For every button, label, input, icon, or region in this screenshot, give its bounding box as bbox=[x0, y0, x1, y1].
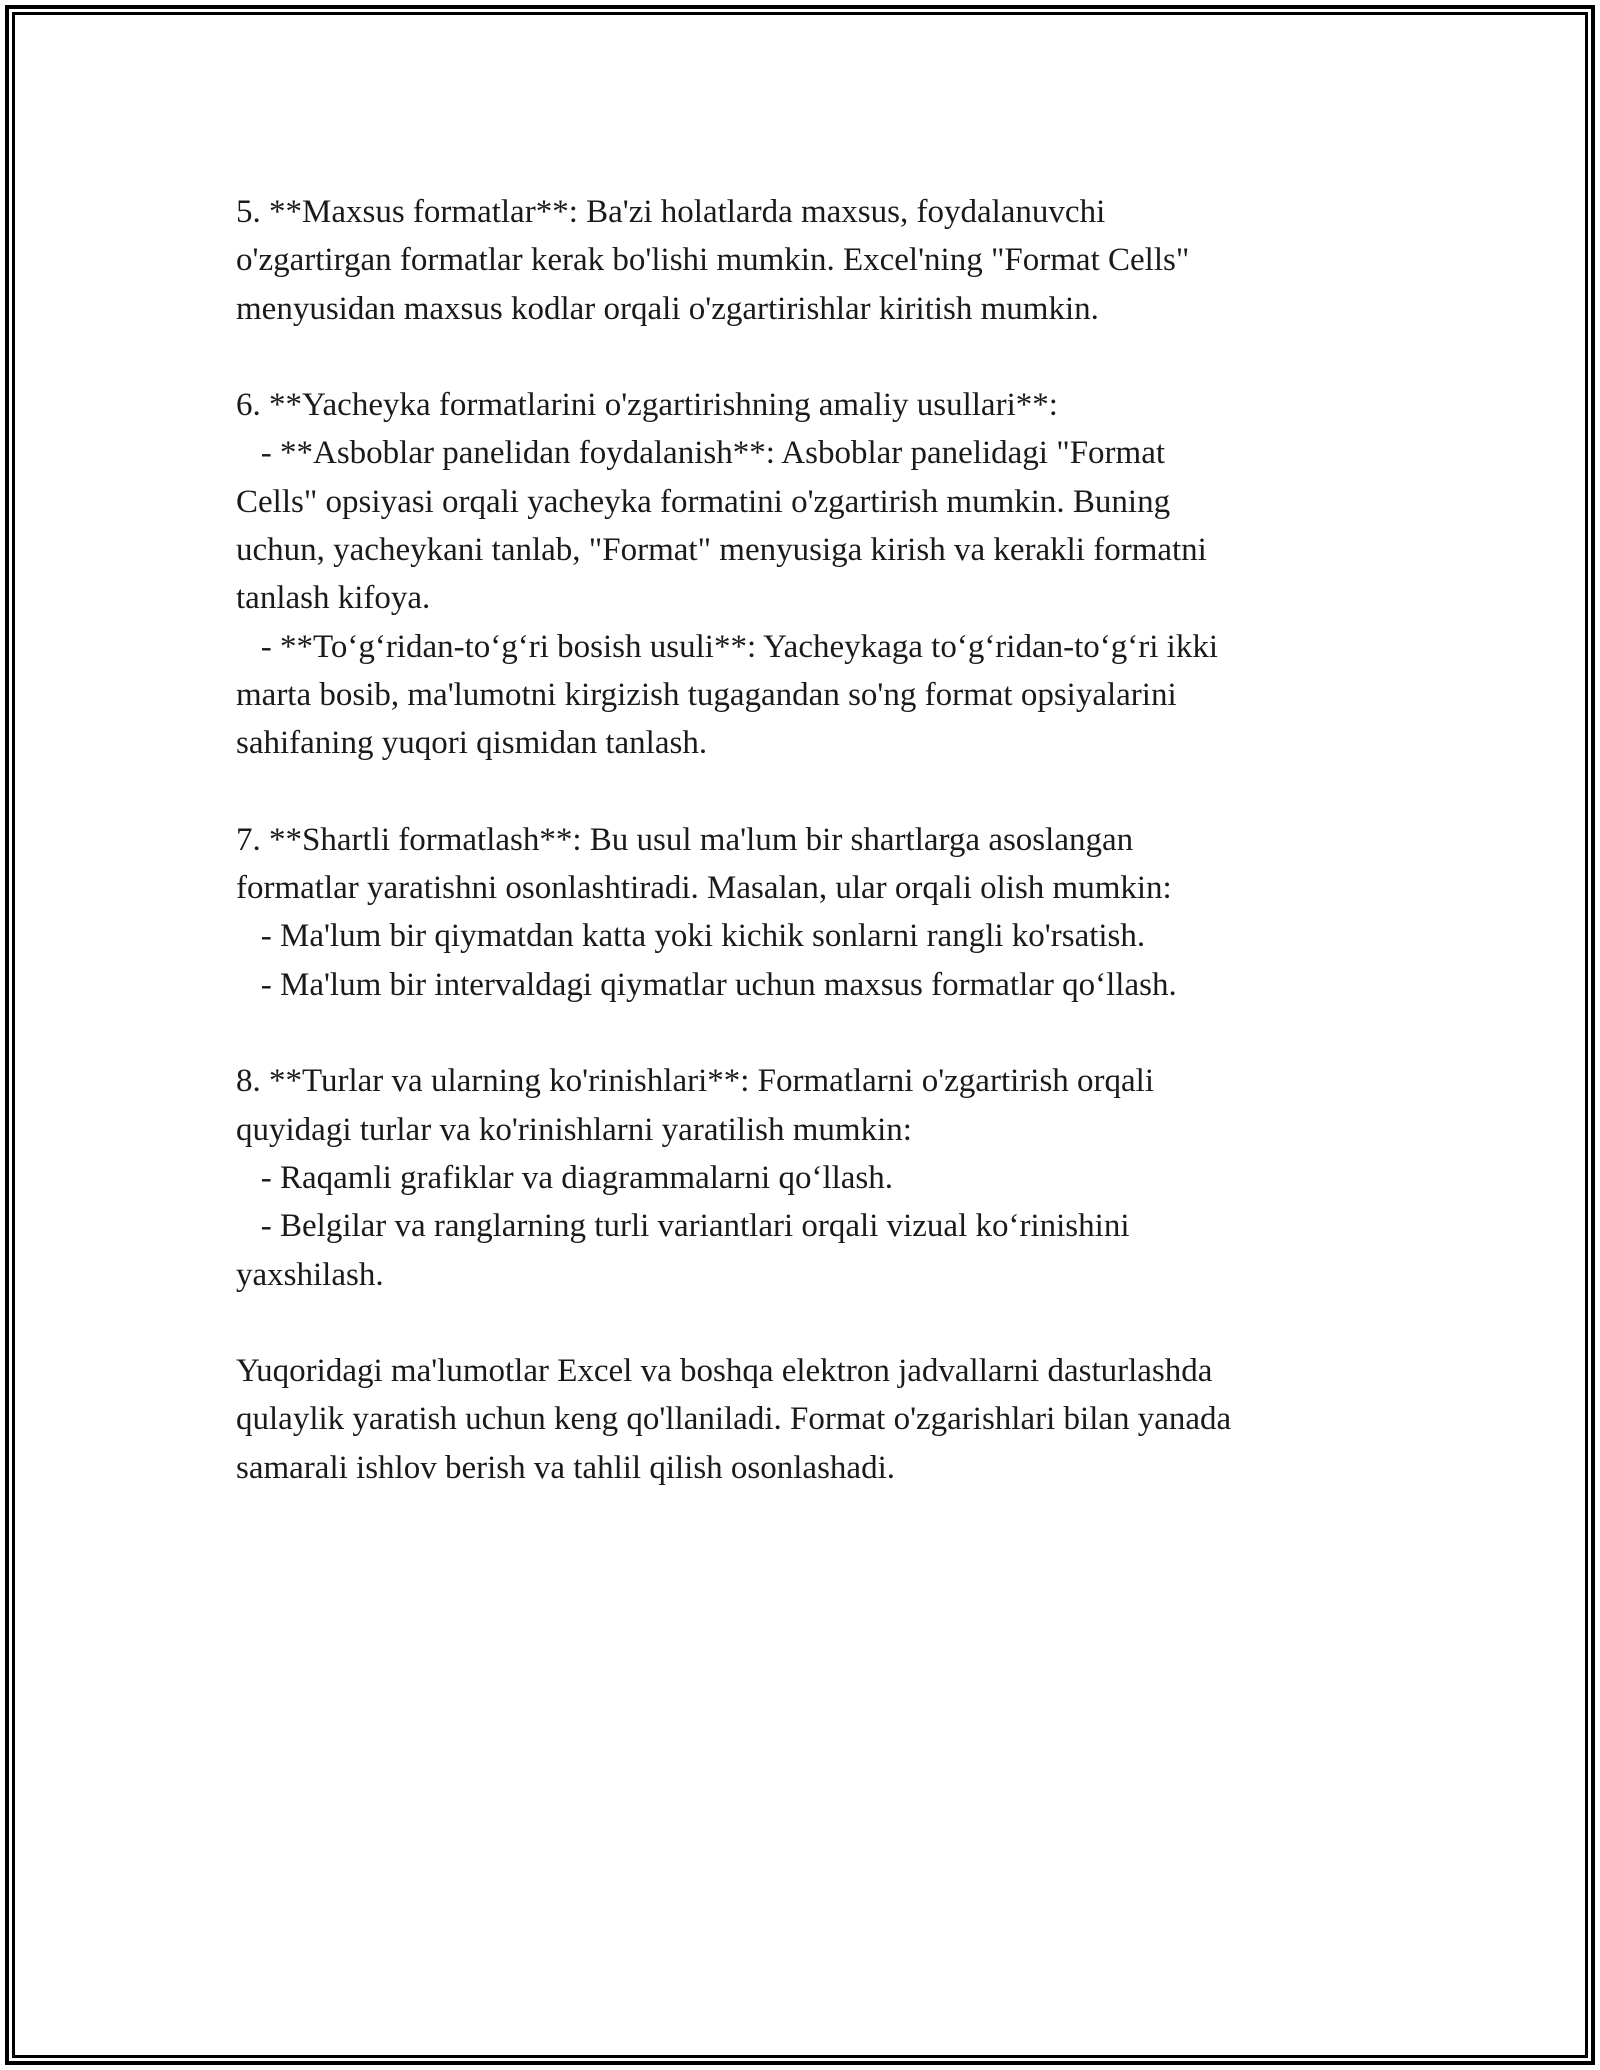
paragraph-gap bbox=[236, 333, 1366, 381]
text-line: qulaylik yaratish uchun keng qo'llaniladi. Format o'zgarishlari bilan yanada bbox=[236, 1401, 1232, 1438]
text-line: 6. **Yacheyka formatlarini o'zgartirishning amaliy usullari**: bbox=[236, 387, 1058, 424]
text-line: Cells" opsiyasi orqali yacheyka formatini o'zgartirish mumkin. Buning bbox=[236, 483, 1171, 520]
text-line: 5. **Maxsus formatlar**: Ba'zi holatlarda maxsus, foydalanuvchi bbox=[236, 194, 1106, 230]
text-line: - Raqamli grafiklar va diagrammalarni qo‘llash. bbox=[236, 1159, 894, 1196]
paragraph-gap bbox=[236, 1299, 1366, 1347]
text-line: - **Asboblar panelidan foydalanish**: Asboblar panelidagi "Format bbox=[236, 435, 1166, 472]
section-5-maxsus-formatlar bbox=[236, 188, 1366, 333]
text-line: yaxshilash. bbox=[236, 1256, 384, 1293]
closing-paragraph bbox=[236, 1347, 1366, 1492]
section-8-turlar-va-korinishlari bbox=[236, 1057, 1366, 1298]
text-line: sahifaning yuqori qismidan tanlash. bbox=[236, 725, 708, 762]
text-line: Yuqoridagi ma'lumotlar Excel va boshqa elektron jadvallarni dasturlashda bbox=[236, 1353, 1213, 1390]
text-line: quyidagi turlar va ko'rinishlarni yaratilish mumkin: bbox=[236, 1111, 912, 1148]
text-line: - Ma'lum bir intervaldagi qiymatlar uchun maxsus formatlar qo‘llash. bbox=[236, 966, 1177, 1003]
text-line: formatlar yaratishni osonlashtiradi. Masalan, ular orqali olish mumkin: bbox=[236, 870, 1172, 907]
text-line: 8. **Turlar va ularning ko'rinishlari**: Formatlarni o'zgartirish orqali bbox=[236, 1063, 1155, 1100]
text-line: o'zgartirgan formatlar kerak bo'lishi mumkin. Excel'ning "Format Cells" bbox=[236, 242, 1190, 279]
section-6-yacheyka-formatlari bbox=[236, 381, 1366, 767]
text-line: tanlash kifoya. bbox=[236, 580, 431, 617]
text-line: samarali ishlov berish va tahlil qilish osonlashadi. bbox=[236, 1449, 895, 1486]
text-line: - **To‘g‘ridan-to‘g‘ri bosish usuli**: Yacheykaga to‘g‘ridan-to‘g‘ri ikki bbox=[236, 628, 1218, 665]
text-line: menyusidan maxsus kodlar orqali o'zgartirishlar kiritish mumkin. bbox=[236, 290, 1099, 327]
paragraph-gap bbox=[236, 768, 1366, 816]
paragraph-gap bbox=[236, 1009, 1366, 1057]
section-7-shartli-formatlash bbox=[236, 816, 1366, 1009]
text-line: - Belgilar va ranglarning turli variantlari orqali vizual ko‘rinishini bbox=[236, 1208, 1130, 1245]
document-body bbox=[236, 188, 1366, 1492]
text-line: marta bosib, ma'lumotni kirgizish tugagandan so'ng format opsiyalarini bbox=[236, 676, 1177, 713]
text-line: uchun, yacheykani tanlab, "Format" menyusiga kirish va kerakli formatni bbox=[236, 532, 1207, 569]
text-line: - Ma'lum bir qiymatdan katta yoki kichik sonlarni rangli ko'rsatish. bbox=[236, 918, 1146, 955]
text-line: 7. **Shartli formatlash**: Bu usul ma'lum bir shartlarga asoslangan bbox=[236, 821, 1134, 858]
